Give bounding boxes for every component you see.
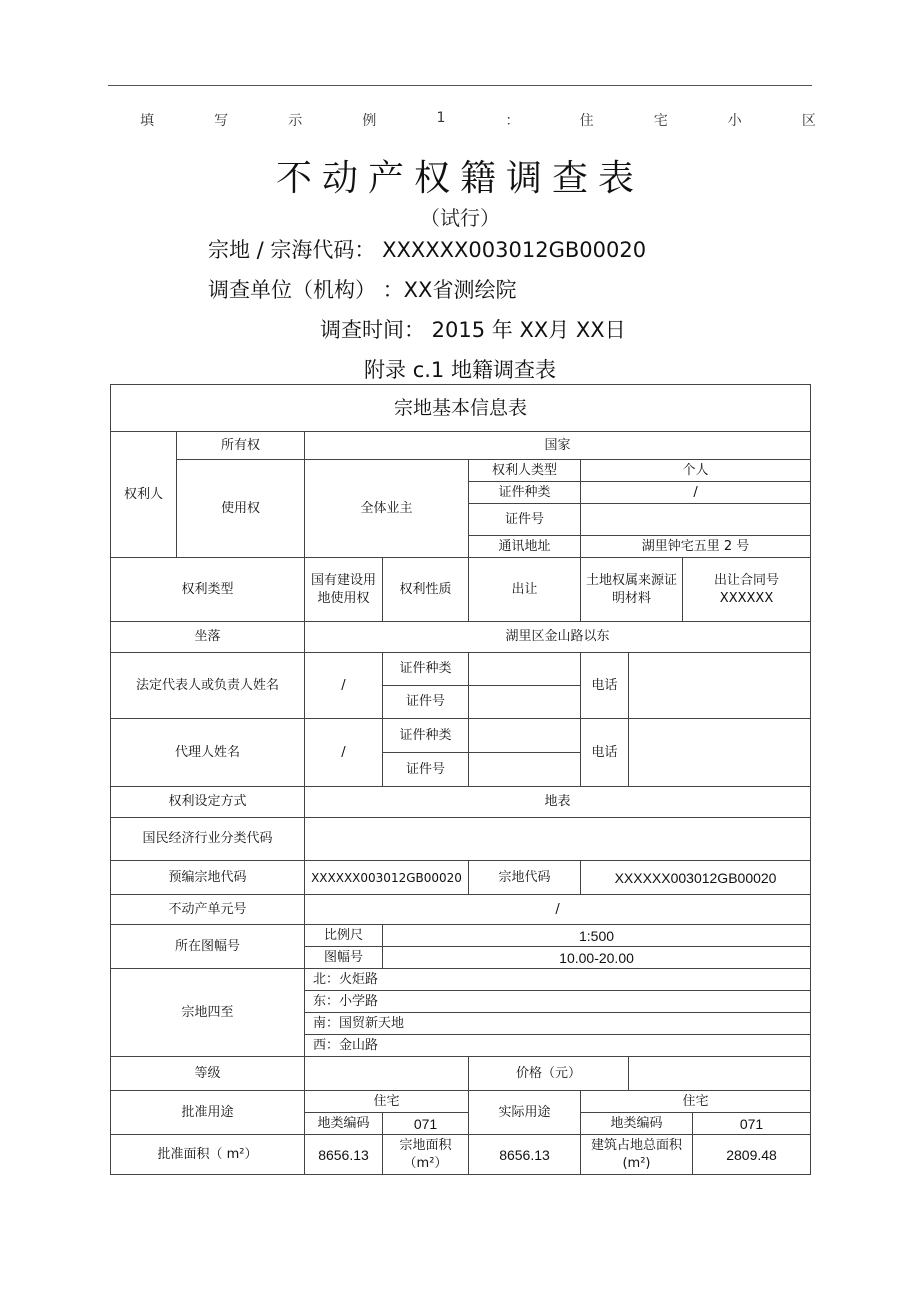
parcel-area-label: 宗地面积（m²） — [383, 1135, 469, 1175]
legal-id-no-label: 证件号 — [383, 686, 469, 719]
sheet-label: 图幅号 — [305, 947, 383, 969]
ownership-label: 所有权 — [177, 432, 305, 460]
bound-south: 南：国贸新天地 — [305, 1013, 811, 1035]
building-area-label: 建筑占地总面积 (m²) — [581, 1135, 693, 1175]
id-no-value — [581, 504, 811, 536]
legal-id-type-label: 证件种类 — [383, 653, 469, 686]
actual-use-label: 实际用途 — [469, 1091, 581, 1135]
source-label: 土地权属来源证明材料 — [581, 558, 683, 622]
agent-id-no-value — [469, 753, 581, 787]
appendix-title: 附录 c.1 地籍调查表 — [364, 358, 556, 382]
source-cell — [683, 558, 811, 622]
source-value-label: 出让合同号 — [714, 572, 780, 588]
approved-area-value: 8656.13 — [305, 1135, 383, 1175]
agent-id-type-value — [469, 719, 581, 753]
parcel-code-line: 宗地 / 宗海代码： XXXXXX003012GB00020 — [208, 238, 647, 262]
pre-code-label: 预编宗地代码 — [111, 861, 305, 895]
approved-use-label: 批准用途 — [111, 1091, 305, 1135]
holder-type-label: 权利人类型 — [469, 460, 581, 482]
setup-value: 地表 — [305, 787, 811, 818]
example-char: 填 — [140, 113, 154, 129]
building-area-value: 2809.48 — [693, 1135, 811, 1175]
right-type-label: 权利类型 — [111, 558, 305, 622]
setup-label: 权利设定方式 — [111, 787, 305, 818]
example-char: 示 — [288, 113, 303, 129]
legal-id-type-value — [469, 653, 581, 686]
actual-code-label: 地类编码 — [581, 1113, 693, 1135]
agent-value: / — [305, 719, 383, 787]
use-right-label: 使用权 — [177, 460, 305, 558]
sheet-value: 10.00-20.00 — [383, 947, 811, 969]
location-value: 湖里区金山路以东 — [305, 622, 811, 653]
approved-code-value: 071 — [383, 1113, 469, 1135]
grade-label: 等级 — [111, 1057, 305, 1091]
ownership-value: 国家 — [305, 432, 811, 460]
example-char: 小 — [727, 113, 742, 129]
address-value: 湖里钟宅五里 2 号 — [581, 536, 811, 558]
survey-unit-line: 调查单位（机构） ：XX省测绘院 — [208, 278, 517, 302]
example-char: 1 — [436, 110, 446, 126]
scale-label: 比例尺 — [305, 925, 383, 947]
example-label — [140, 110, 816, 130]
parcel-area-value: 8656.13 — [469, 1135, 581, 1175]
example-char: 写 — [214, 113, 229, 129]
legal-rep-label: 法定代表人或负责人姓名 — [111, 653, 305, 719]
survey-time-line: 调查时间： 2015 年 XX月 XX日 — [320, 318, 626, 342]
example-char: 例 — [362, 113, 377, 129]
legal-phone-label: 电话 — [581, 653, 629, 719]
price-value — [629, 1057, 811, 1091]
legal-phone-value — [629, 653, 811, 719]
address-label: 通讯地址 — [469, 536, 581, 558]
unit-no-value: / — [305, 895, 811, 925]
id-type-value: / — [581, 482, 811, 504]
map-label: 所在图幅号 — [111, 925, 305, 969]
industry-value — [305, 818, 811, 861]
location-label: 坐落 — [111, 622, 305, 653]
right-nature-value: 出让 — [469, 558, 581, 622]
legal-id-no-value — [469, 686, 581, 719]
parcel-code-label: 宗地代码 — [469, 861, 581, 895]
bound-north: 北：火炬路 — [305, 969, 811, 991]
example-char: ： — [505, 113, 520, 129]
rights-holder-label: 权利人 — [111, 432, 177, 558]
price-label: 价格（元） — [469, 1057, 629, 1091]
agent-phone-value — [629, 719, 811, 787]
use-right-holder: 全体业主 — [305, 460, 469, 558]
example-char: 区 — [801, 113, 816, 129]
actual-use-value: 住宅 — [581, 1091, 811, 1113]
document-title: 不动产权籍调查表 — [275, 158, 644, 199]
approved-area-label: 批准面积（ m²） — [111, 1135, 305, 1175]
parcel-info-table — [110, 384, 811, 1175]
agent-id-type-label: 证件种类 — [383, 719, 469, 753]
industry-label: 国民经济行业分类代码 — [111, 818, 305, 861]
unit-no-label: 不动产单元号 — [111, 895, 305, 925]
actual-code-value: 071 — [693, 1113, 811, 1135]
top-rule — [108, 85, 812, 86]
agent-id-no-label: 证件号 — [383, 753, 469, 787]
id-no-label: 证件号 — [469, 504, 581, 536]
approved-code-label: 地类编码 — [305, 1113, 383, 1135]
bound-east: 东：小学路 — [305, 991, 811, 1013]
legal-rep-value: / — [305, 653, 383, 719]
holder-type-value: 个人 — [581, 460, 811, 482]
right-type-value: 国有建设用地使用权 — [305, 558, 383, 622]
grade-value — [305, 1057, 469, 1091]
bounds-label: 宗地四至 — [111, 969, 305, 1057]
source-value: XXXXXX — [719, 590, 774, 606]
pre-code-value: XXXXXX003012GB00020 — [305, 861, 469, 895]
agent-phone-label: 电话 — [581, 719, 629, 787]
example-char: 住 — [579, 113, 594, 129]
id-type-label: 证件种类 — [469, 482, 581, 504]
example-char: 宅 — [653, 113, 668, 129]
parcel-code-value: XXXXXX003012GB00020 — [581, 861, 811, 895]
scale-value: 1:500 — [383, 925, 811, 947]
agent-label: 代理人姓名 — [111, 719, 305, 787]
bound-west: 西：金山路 — [305, 1035, 811, 1057]
document-subtitle: （试行） — [420, 206, 500, 230]
right-nature-label: 权利性质 — [383, 558, 469, 622]
approved-use-value: 住宅 — [305, 1091, 469, 1113]
table-header: 宗地基本信息表 — [111, 385, 811, 432]
